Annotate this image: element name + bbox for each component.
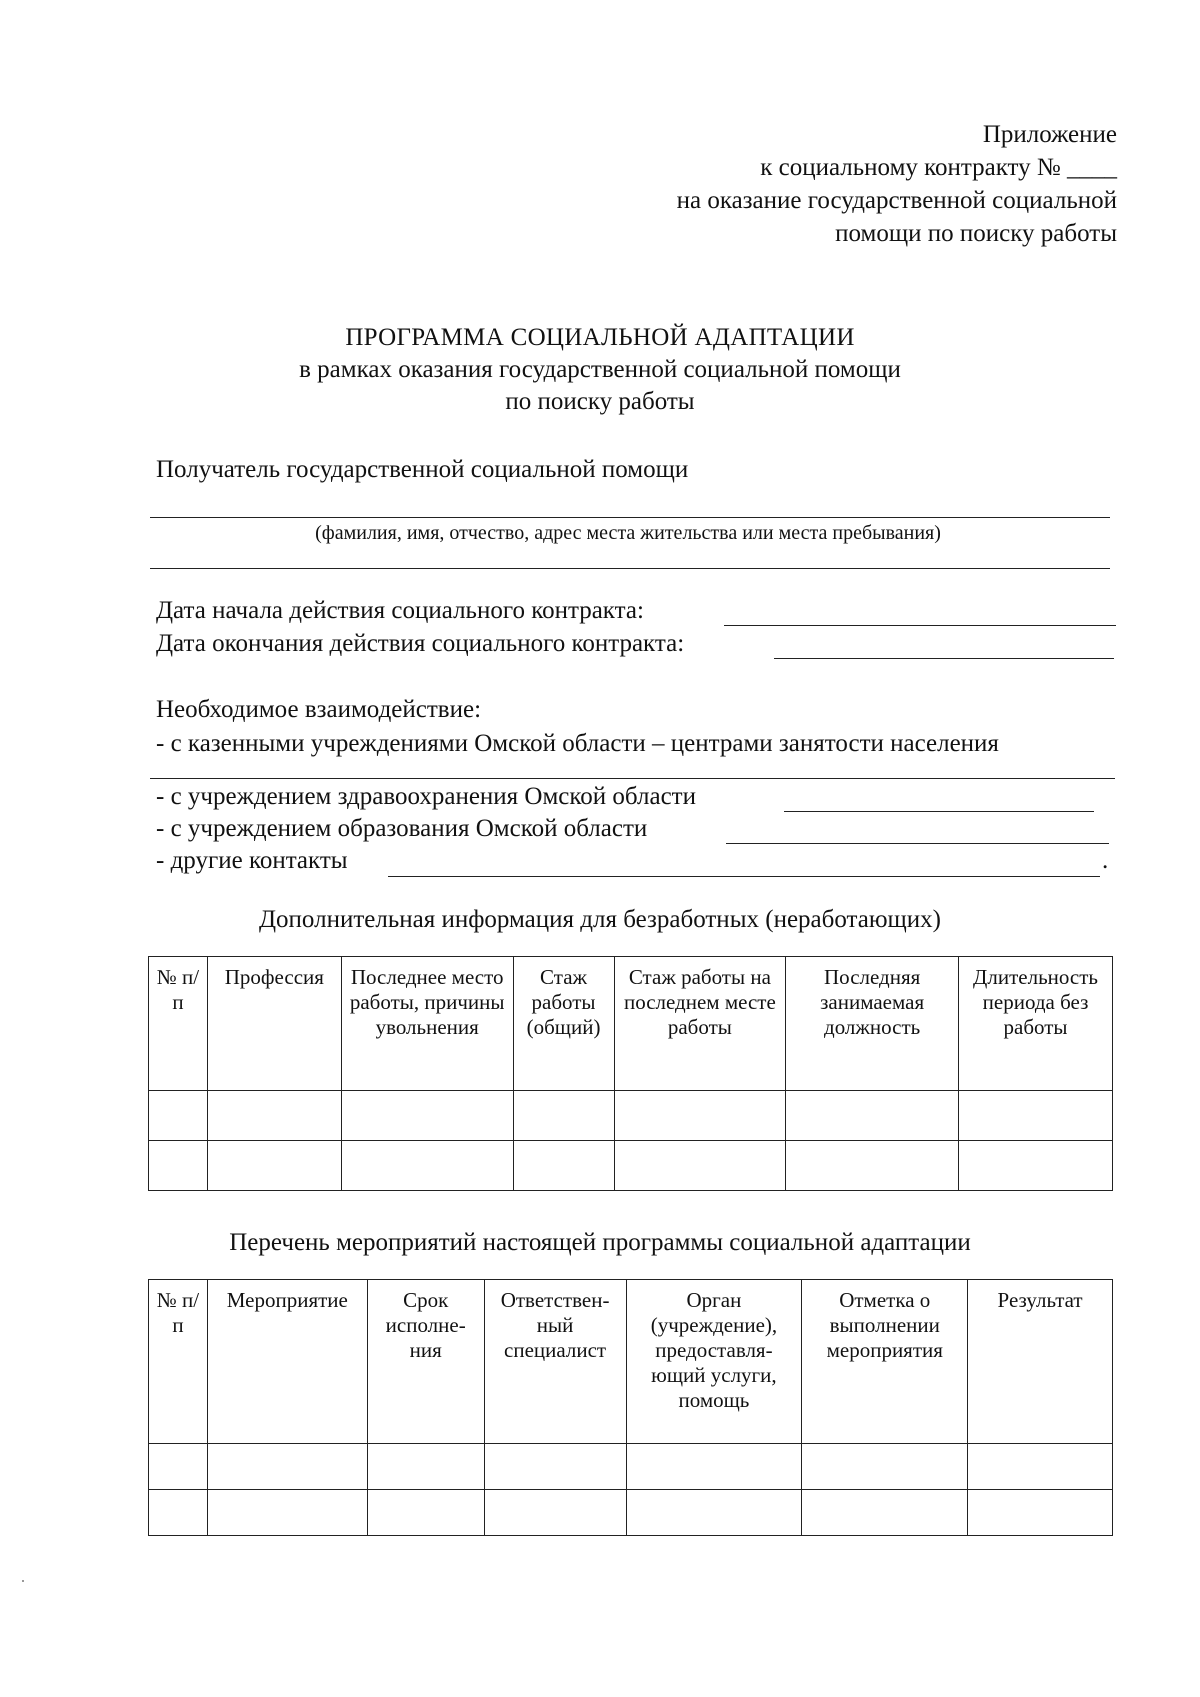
interaction-education: - с учреждением образования Омской области [156, 815, 648, 842]
document-title [0, 322, 1200, 418]
table-cell[interactable] [786, 1091, 959, 1141]
table-row [149, 1141, 1113, 1191]
table2-header-deadline: Срок исполне-ния [367, 1280, 484, 1444]
table-cell[interactable] [149, 1444, 208, 1490]
recipient-label: Получатель государственной социальной помощи [156, 456, 689, 483]
table1-header-row [149, 957, 1113, 1091]
table-cell[interactable] [149, 1490, 208, 1536]
scan-speck [22, 1580, 24, 1582]
table-cell[interactable] [513, 1091, 614, 1141]
table-cell[interactable] [341, 1141, 513, 1191]
table-cell[interactable] [802, 1444, 968, 1490]
table-cell[interactable] [149, 1091, 208, 1141]
program-activities-table [148, 1279, 1113, 1536]
title-main: ПРОГРАММА СОЦИАЛЬНОЙ АДАПТАЦИИ [345, 324, 855, 351]
table1-header-last-workplace: Последнее место работы, причины увольнения [341, 957, 513, 1091]
table-cell[interactable] [367, 1490, 484, 1536]
table-cell[interactable] [484, 1444, 626, 1490]
appendix-header [517, 118, 1117, 250]
table-cell[interactable] [626, 1444, 802, 1490]
table2-header-completion-mark: Отметка о выполнении мероприятия [802, 1280, 968, 1444]
interaction-heading: Необходимое взаимодействие: [156, 696, 482, 723]
table2-header-number: № п/п [149, 1280, 208, 1444]
table-cell[interactable] [149, 1141, 208, 1191]
end-date-label: Дата окончания действия социального контракта: [156, 630, 685, 657]
table2-header-responsible: Ответствен-ный специалист [484, 1280, 626, 1444]
table1-header-number: № п/п [149, 957, 208, 1091]
recipient-caption: (фамилия, имя, отчество, адрес места жительства или места пребывания) [315, 522, 941, 544]
table-cell[interactable] [207, 1444, 367, 1490]
table1-header-profession: Профессия [207, 957, 341, 1091]
unemployed-info-table [148, 956, 1113, 1191]
table1-header-last-position: Последняя занимаемая должность [786, 957, 959, 1091]
table-cell[interactable] [614, 1141, 786, 1191]
table-cell[interactable] [786, 1141, 959, 1191]
appendix-line-4: помощи по поиску работы [835, 220, 1117, 247]
table1-header-unemployment-duration: Длительность периода без работы [959, 957, 1113, 1091]
table-cell[interactable] [513, 1141, 614, 1191]
interaction-other: - другие контакты [156, 847, 348, 874]
table-cell[interactable] [802, 1490, 968, 1536]
interaction-health: - с учреждением здравоохранения Омской области [156, 783, 696, 810]
table-cell[interactable] [367, 1444, 484, 1490]
education-contact-field[interactable] [726, 843, 1109, 844]
table-cell[interactable] [207, 1091, 341, 1141]
table-row [149, 1091, 1113, 1141]
table1-header-total-experience: Стаж работы (общий) [513, 957, 614, 1091]
table-cell[interactable] [207, 1490, 367, 1536]
table-cell[interactable] [484, 1490, 626, 1536]
table2-header-provider: Орган (учреждение), предоставля-ющий услуги, помощь [626, 1280, 802, 1444]
table-cell[interactable] [207, 1141, 341, 1191]
appendix-line-2: к социальному контракту № ____ [760, 154, 1117, 181]
appendix-line-1: Приложение [982, 121, 1117, 148]
title-sub-1: в рамках оказания государственной социальной помощи [299, 356, 901, 383]
end-date-field[interactable] [774, 658, 1114, 659]
table1-header-last-experience: Стаж работы на последнем месте работы [614, 957, 786, 1091]
table-cell[interactable] [959, 1141, 1113, 1191]
start-date-label: Дата начала действия социального контракта: [156, 597, 644, 624]
table-cell[interactable] [968, 1444, 1113, 1490]
table-cell[interactable] [959, 1091, 1113, 1141]
table-cell[interactable] [968, 1490, 1113, 1536]
start-date-field[interactable] [724, 625, 1116, 626]
table2-header-row [149, 1280, 1113, 1444]
other-contact-period: . [1102, 847, 1109, 874]
recipient-address-field[interactable] [150, 568, 1110, 569]
recipient-name-field[interactable] [150, 517, 1110, 518]
table2-header-activity: Мероприятие [207, 1280, 367, 1444]
table-cell[interactable] [614, 1091, 786, 1141]
interaction-employment: - с казенными учреждениями Омской области – центрами занятости населения [156, 730, 999, 757]
table1-title: Дополнительная информация для безработных (неработающих) [259, 906, 941, 933]
table-row [149, 1444, 1113, 1490]
table-cell[interactable] [626, 1490, 802, 1536]
table-row [149, 1490, 1113, 1536]
table2-header-result: Результат [968, 1280, 1113, 1444]
employment-contact-field[interactable] [150, 778, 1115, 779]
title-sub-2: по поиску работы [505, 388, 695, 415]
table2-title: Перечень мероприятий настоящей программы социальной адаптации [229, 1229, 971, 1256]
health-contact-field[interactable] [784, 811, 1094, 812]
other-contact-field[interactable] [388, 876, 1100, 877]
appendix-line-3: на оказание государственной социальной [676, 187, 1117, 214]
table-cell[interactable] [341, 1091, 513, 1141]
